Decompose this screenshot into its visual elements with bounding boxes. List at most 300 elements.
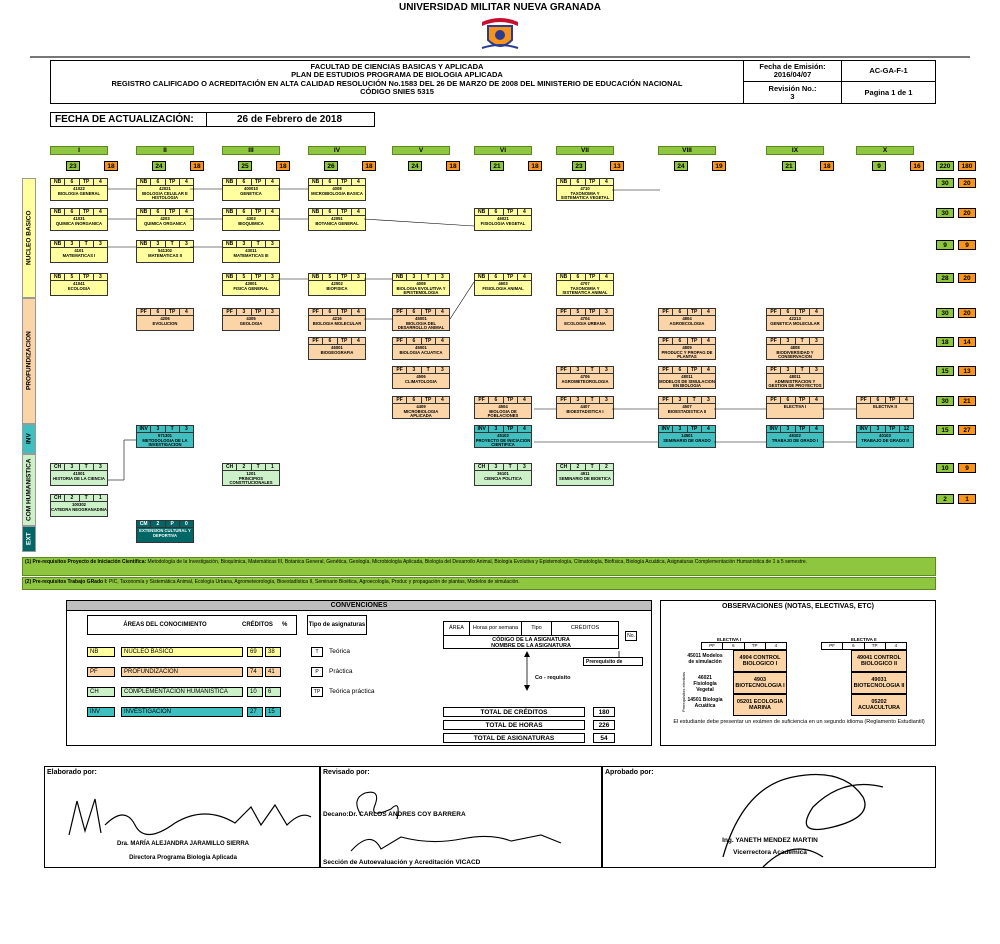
- aprobado-name: Ing. YANETH MENDEZ MARTIN: [722, 837, 818, 844]
- course-box[interactable]: [50, 273, 108, 296]
- course-h: 12: [903, 426, 910, 432]
- course-ty: TP: [338, 209, 352, 215]
- course-ty: T: [166, 241, 180, 247]
- total-creditos-value: 180: [593, 707, 615, 717]
- course-c: 3: [571, 367, 585, 373]
- course-c: 6: [673, 338, 687, 344]
- course-name: GENETICA MOLECULAR: [770, 320, 820, 326]
- totals-block: [443, 707, 619, 743]
- course-h: 2: [604, 464, 608, 470]
- total-horas-value: 226: [593, 720, 615, 730]
- document-header: [50, 60, 936, 104]
- course-ty: TP: [504, 274, 518, 280]
- course-ty: TP: [252, 179, 266, 185]
- course-ty: TP: [338, 274, 352, 280]
- course-t: NB: [51, 179, 65, 185]
- electiva-header-cell: TP: [865, 643, 886, 649]
- course-h: 4: [270, 179, 274, 185]
- course-c: 3: [781, 426, 795, 432]
- course-name: BOTANICA GENERAL: [315, 220, 359, 226]
- course-ty: TP: [504, 397, 518, 403]
- conventions-title: CONVENCIONES: [67, 601, 651, 611]
- course-ty: TP: [80, 274, 94, 280]
- course-box[interactable]: [556, 308, 614, 331]
- course-c: 3: [673, 426, 687, 432]
- semester-credits-b: 16: [910, 161, 924, 171]
- course-box[interactable]: [50, 178, 108, 201]
- course-name: BIOLOGIA DEL DESARROLLO ANIMAL: [397, 320, 445, 331]
- course-t: PF: [659, 338, 673, 344]
- course-code: 4303: [246, 216, 256, 221]
- course-box[interactable]: [222, 178, 280, 201]
- course-box[interactable]: [222, 208, 280, 231]
- course-box[interactable]: [474, 425, 532, 448]
- course-box[interactable]: [136, 208, 194, 231]
- course-ty: TP: [422, 338, 436, 344]
- aprobado-signature-icon: [703, 747, 903, 887]
- row-total-a: 30: [936, 308, 954, 318]
- course-name: MATEMATICAS III: [233, 252, 269, 258]
- course-name: PRINCIPIOS CONSTITUCIONALES: [229, 475, 273, 486]
- electiva-header-cell: PF: [702, 643, 723, 649]
- total-asignaturas-label: TOTAL DE ASIGNATURAS: [443, 733, 585, 743]
- course-c: 6: [323, 179, 337, 185]
- legend-coreq: Co - requisito: [535, 675, 571, 681]
- course-box[interactable]: [766, 425, 824, 448]
- electiva-header-cell: 6: [843, 643, 864, 649]
- course-code: 4407: [580, 404, 590, 409]
- semester-credits-a: 24: [408, 161, 422, 171]
- course-name: MICROBIOLOGIA BASICA: [311, 190, 363, 196]
- row-total-a: 18: [936, 337, 954, 347]
- course-h: 3: [98, 274, 102, 280]
- course-box[interactable]: [766, 308, 824, 331]
- course-c: 6: [407, 338, 421, 344]
- course-name: HISTORIA DE LA CIENCIA: [53, 475, 105, 481]
- course-box[interactable]: [766, 396, 824, 419]
- course-box[interactable]: [136, 308, 194, 331]
- course-box[interactable]: [556, 178, 614, 201]
- course-name: BIODIVERSIDAD Y CONSERVACION: [776, 349, 814, 360]
- course-name: CATEDRA NEOGRANADINA: [51, 506, 107, 512]
- course-c: 6: [489, 397, 503, 403]
- course-t: NB: [137, 209, 151, 215]
- course-h: 0: [184, 521, 188, 527]
- prereq-note-1-text: Metodología de la Investigación, Bioquímica, Matemáticas III, Botanica General, Genética, Geología, Microbiología Aplicada, Biología del Desarrollo Animal, Biología Evolutiva y Epistemología, Climatología, Biofísica, Biología Acuática, Asignaturas Complementación Humanística de 1 a 5 semestre.: [147, 559, 808, 565]
- course-name: SEMINARIO DE GRADO: [663, 437, 711, 443]
- course-box[interactable]: [50, 494, 108, 517]
- revision-value: 3: [790, 91, 795, 101]
- course-box[interactable]: [392, 273, 450, 296]
- course-name: BIOLOGIA DE POBLACIONES: [487, 408, 519, 419]
- conventions-panel: [66, 600, 652, 746]
- course-code: 41041: [73, 281, 85, 286]
- course-code: 4206: [160, 316, 170, 321]
- fecha-emision-label: Fecha de Emisión:: [759, 62, 826, 71]
- course-h: 4: [356, 309, 360, 315]
- course-t: PF: [659, 309, 673, 315]
- course-h: 4: [604, 274, 608, 280]
- course-box[interactable]: [222, 273, 280, 296]
- course-ty: TP: [166, 209, 180, 215]
- course-code: 4008: [416, 281, 426, 286]
- observations-title: OBSERVACIONES (NOTAS, ELECTIVAS, ETC): [722, 603, 874, 610]
- type-key: TP: [311, 687, 323, 697]
- course-ty: TP: [80, 179, 94, 185]
- course-code: 40103: [879, 433, 891, 438]
- revisado-signatures-icon: [341, 779, 581, 859]
- course-box[interactable]: [856, 396, 914, 419]
- row-total-b: 9: [958, 463, 976, 473]
- semester-credits-b: 18: [362, 161, 376, 171]
- course-ty: TP: [796, 397, 810, 403]
- total-creditos-label: TOTAL DE CRÉDITOS: [443, 707, 585, 717]
- course-box[interactable]: [308, 178, 366, 201]
- course-box[interactable]: [556, 273, 614, 296]
- course-t: PF: [767, 309, 781, 315]
- signature-revisado: [320, 766, 602, 868]
- course-t: PF: [309, 338, 323, 344]
- course-h: 3: [522, 464, 526, 470]
- course-code: 42051: [331, 216, 343, 221]
- course-ty: TP: [166, 179, 180, 185]
- course-name: TAXONOMIA Y SISTEMATICA VEGETAL: [560, 190, 610, 201]
- course-code: 14501: [681, 433, 693, 438]
- area-percent: 41: [265, 667, 281, 677]
- course-c: 6: [65, 209, 79, 215]
- electiva-1-option: 4904 CONTROL BIOLOGICO I: [733, 650, 787, 672]
- semester-credits-b: 18: [276, 161, 290, 171]
- course-box[interactable]: [766, 366, 824, 389]
- course-name: ECOLOGIA: [67, 285, 91, 291]
- electiva-2-option: 05202 ACUACULTURA: [851, 694, 907, 716]
- course-name: QUIMICA ORGANICA: [144, 220, 186, 226]
- semester-credits-a: 24: [152, 161, 166, 171]
- semester-credits-a: 24: [674, 161, 688, 171]
- course-code: 4506: [416, 374, 426, 379]
- course-ty: T: [586, 397, 600, 403]
- areas-title: ÁREAS DEL CONOCIMIENTO: [123, 622, 207, 628]
- fecha-emision-value: 2016/04/07: [773, 70, 812, 79]
- course-ty: TP: [504, 209, 518, 215]
- type-key: T: [311, 647, 323, 657]
- course-box[interactable]: [136, 425, 194, 448]
- legend-area: ÁREA: [444, 622, 470, 635]
- area-percent: 38: [265, 647, 281, 657]
- area-code: NB: [87, 647, 115, 657]
- course-code: 4707: [580, 281, 590, 286]
- course-t: NB: [475, 274, 489, 280]
- course-code: 48011: [789, 374, 801, 379]
- course-code: 1201: [246, 471, 256, 476]
- row-total-b: 27: [958, 425, 976, 435]
- row-total-a: 15: [936, 366, 954, 376]
- header-line-1: FACULTAD DE CIENCIAS BASICAS Y APLICADA: [310, 62, 484, 71]
- course-box[interactable]: [658, 308, 716, 331]
- semester-credits-a: 9: [872, 161, 886, 171]
- course-t: NB: [51, 241, 65, 247]
- course-name: BIOLOGIA GENERAL: [57, 190, 101, 196]
- course-name: BIOLOGIA EVOLUTIVA Y EPISTEMOLOGIA: [396, 285, 446, 296]
- course-box[interactable]: [308, 208, 366, 231]
- course-h: 4: [184, 179, 188, 185]
- legend-horas: Horas por semana: [470, 622, 522, 635]
- header-line-4: CÓDIGO SNIES 5315: [360, 87, 434, 97]
- course-t: PF: [223, 309, 237, 315]
- course-t: PF: [309, 309, 323, 315]
- course-h: 4: [522, 397, 526, 403]
- course-box[interactable]: [136, 240, 194, 263]
- course-name: CLIMATOLOGIA: [405, 378, 437, 384]
- course-c: 6: [323, 309, 337, 315]
- course-box[interactable]: [556, 366, 614, 389]
- course-ty: TP: [422, 397, 436, 403]
- semester-credits-a: 23: [572, 161, 586, 171]
- course-code: 4203: [160, 216, 170, 221]
- course-t: PF: [857, 397, 871, 403]
- course-name: ECOLOGIA URBANA: [564, 320, 606, 326]
- course-c: 6: [489, 274, 503, 280]
- area-credits: 27: [247, 707, 263, 717]
- course-t: NB: [223, 179, 237, 185]
- course-ty: TP: [252, 274, 266, 280]
- course-ty: T: [504, 464, 518, 470]
- course-code: 4216: [332, 316, 342, 321]
- course-code: 4809: [682, 345, 692, 350]
- course-box[interactable]: [50, 208, 108, 231]
- course-h: 3: [270, 309, 274, 315]
- course-t: PF: [767, 338, 781, 344]
- course-box[interactable]: [766, 337, 824, 360]
- course-name: GEOLOGIA: [239, 320, 263, 326]
- aprobado-role: Vicerrectora Académica: [733, 849, 807, 856]
- course-box[interactable]: [474, 208, 532, 231]
- row-total-a: 15: [936, 425, 954, 435]
- course-box[interactable]: [474, 396, 532, 419]
- course-t: PF: [137, 309, 151, 315]
- course-ty: T: [422, 274, 436, 280]
- legend-creditos: CRÉDITOS: [570, 625, 600, 631]
- header-dates: [743, 61, 841, 103]
- course-box[interactable]: [50, 463, 108, 486]
- course-ty: TP: [338, 309, 352, 315]
- semester-credits-b: 13: [610, 161, 624, 171]
- course-box[interactable]: [556, 396, 614, 419]
- course-box[interactable]: [474, 273, 532, 296]
- course-t: INV: [475, 426, 489, 432]
- course-box[interactable]: [658, 366, 716, 389]
- course-h: 3: [440, 274, 444, 280]
- course-t: NB: [557, 179, 571, 185]
- course-h: 4: [184, 309, 188, 315]
- course-t: NB: [51, 209, 65, 215]
- course-c: 3: [151, 241, 165, 247]
- course-t: PF: [393, 367, 407, 373]
- row-total-b: 20: [958, 308, 976, 318]
- area-credits: 10: [247, 687, 263, 697]
- course-t: CM: [137, 521, 151, 527]
- course-c: 3: [65, 241, 79, 247]
- course-box[interactable]: [856, 425, 914, 448]
- course-c: 6: [673, 309, 687, 315]
- course-name: MICROBIOLOGIA APLICADA: [403, 408, 439, 419]
- semester-header: II: [136, 146, 194, 155]
- course-ty: TP: [688, 309, 702, 315]
- course-box[interactable]: [474, 463, 532, 486]
- course-c: 3: [237, 241, 251, 247]
- course-box[interactable]: [308, 273, 366, 296]
- course-name: TAXONOMIA Y SISTEMATICA ANIMAL: [562, 285, 608, 296]
- area-code: PF: [87, 667, 115, 677]
- semester-credits-b: 18: [190, 161, 204, 171]
- elaborado-role: Directora Programa Biología Aplicada: [129, 855, 237, 861]
- total-credits-b: 180: [958, 161, 976, 171]
- electiva-prereq: 14501 Biología Acuática: [687, 697, 723, 709]
- course-box[interactable]: [392, 308, 450, 331]
- semester-credits-b: 18: [104, 161, 118, 171]
- course-name: AGROECOLOGIA: [669, 320, 705, 326]
- course-c: 5: [237, 274, 251, 280]
- course-t: NB: [137, 179, 151, 185]
- course-name: QUIMICA INORGANICA: [55, 220, 103, 226]
- course-t: PF: [767, 397, 781, 403]
- legend-nombre: NOMBRE DE LA ASIGNATURA: [491, 643, 571, 649]
- course-ty: T: [586, 367, 600, 373]
- course-box[interactable]: [222, 240, 280, 263]
- course-t: CH: [223, 464, 237, 470]
- legend-no: No.: [625, 631, 637, 641]
- course-ty: TP: [422, 309, 436, 315]
- course-t: NB: [557, 274, 571, 280]
- course-code: 42002: [331, 281, 343, 286]
- row-total-b: 13: [958, 366, 976, 376]
- course-box[interactable]: [658, 337, 716, 360]
- area-label-investigacion: INV: [22, 424, 36, 454]
- course-t: PF: [659, 397, 673, 403]
- decano-name: Decano:Dr. CARLOS ANDRES COY BARRERA: [323, 811, 466, 818]
- course-t: PF: [393, 397, 407, 403]
- course-c: 3: [673, 397, 687, 403]
- course-box[interactable]: [556, 463, 614, 486]
- course-box[interactable]: [222, 308, 280, 331]
- semester-header: V: [392, 146, 450, 155]
- areas-header: [87, 615, 297, 635]
- electiva-2-label: ELECTIVA II: [851, 637, 877, 642]
- course-t: NB: [475, 209, 489, 215]
- semester-credits-b: 18: [820, 161, 834, 171]
- course-box[interactable]: [50, 240, 108, 263]
- course-h: 3: [604, 397, 608, 403]
- course-ty: T: [80, 495, 94, 501]
- course-c: 6: [407, 309, 421, 315]
- course-box[interactable]: [392, 337, 450, 360]
- course-c: 5: [65, 274, 79, 280]
- course-c: 6: [65, 179, 79, 185]
- course-box[interactable]: [136, 178, 194, 201]
- course-code: 4704: [580, 316, 590, 321]
- course-name: PRODUCC Y PROPAG DE PLANTAS: [661, 349, 713, 360]
- course-c: 6: [571, 179, 585, 185]
- course-h: 3: [98, 464, 102, 470]
- course-t: CH: [475, 464, 489, 470]
- course-code: 4504: [498, 404, 508, 409]
- type-label: Teórica práctica: [329, 688, 375, 695]
- elaborado-name: Dra. MARÍA ALEJANDRA JARAMILLO SIERRA: [116, 841, 249, 847]
- course-c: 3: [237, 309, 251, 315]
- course-code: 45102: [497, 433, 509, 438]
- course-code: 36101: [497, 471, 509, 476]
- course-name: MATEMATICAS I: [62, 252, 96, 258]
- electivas-side-label: Prerequisitos electivas: [681, 671, 686, 713]
- area-code: CH: [87, 687, 115, 697]
- course-h: 4: [706, 338, 710, 344]
- course-code: 4706: [580, 374, 590, 379]
- course-ty: TP: [252, 209, 266, 215]
- course-t: NB: [309, 209, 323, 215]
- row-total-a: 9: [936, 240, 954, 250]
- course-h: 3: [604, 367, 608, 373]
- course-box[interactable]: [658, 396, 716, 419]
- area-code: INV: [87, 707, 115, 717]
- course-box[interactable]: [392, 366, 450, 389]
- course-c: 6: [571, 274, 585, 280]
- course-ty: T: [80, 241, 94, 247]
- course-name: EXTENSION CULTURAL Y DEPORTIVA: [139, 528, 191, 538]
- course-name: PROYECTO DE INICIACION CIENTIFICA: [475, 437, 531, 448]
- course-ty: TP: [166, 309, 180, 315]
- electiva-header-cell: 6: [723, 643, 744, 649]
- course-box[interactable]: [392, 396, 450, 419]
- total-asignaturas-value: 54: [593, 733, 615, 743]
- course-c: 3: [65, 464, 79, 470]
- revisado-label: Revisado por:: [323, 769, 370, 776]
- course-h: 4: [522, 209, 526, 215]
- course-code: 541302: [158, 248, 172, 253]
- document-code: AC-GA-F-1: [869, 66, 908, 75]
- course-name: BIOGEOGRAFIA: [320, 349, 354, 355]
- row-total-b: 14: [958, 337, 976, 347]
- course-box[interactable]: [308, 308, 366, 331]
- total-credits-a: 220: [936, 161, 954, 171]
- row-total-a: 30: [936, 396, 954, 406]
- seccion-autoevaluacion: Sección de Autoevaluación y Acreditación VICACD: [323, 859, 481, 866]
- course-box[interactable]: [136, 520, 194, 543]
- course-c: 6: [781, 397, 795, 403]
- course-ty: TP: [252, 309, 266, 315]
- course-ty: T: [166, 426, 180, 432]
- course-c: 2: [571, 464, 585, 470]
- course-t: PF: [659, 367, 673, 373]
- course-t: NB: [223, 274, 237, 280]
- course-code: 4409: [416, 404, 426, 409]
- course-name: ELECTIVA II: [873, 404, 897, 409]
- course-c: 3: [571, 397, 585, 403]
- electiva-header-cell: PF: [822, 643, 843, 649]
- course-ty: T: [80, 464, 94, 470]
- course-h: 4: [814, 397, 818, 403]
- course-ty: TP: [886, 426, 900, 432]
- course-box[interactable]: [222, 463, 280, 486]
- course-name: FISIOLOGIA VEGETAL: [480, 220, 526, 226]
- area-name: PROFUNDIZACION: [121, 667, 243, 677]
- course-box[interactable]: [308, 337, 366, 360]
- course-h: 4: [814, 426, 818, 432]
- course-h: 4: [522, 426, 526, 432]
- signature-elaborado: [44, 766, 320, 868]
- course-box[interactable]: [658, 425, 716, 448]
- course-c: 3: [489, 464, 503, 470]
- course-t: CH: [557, 464, 571, 470]
